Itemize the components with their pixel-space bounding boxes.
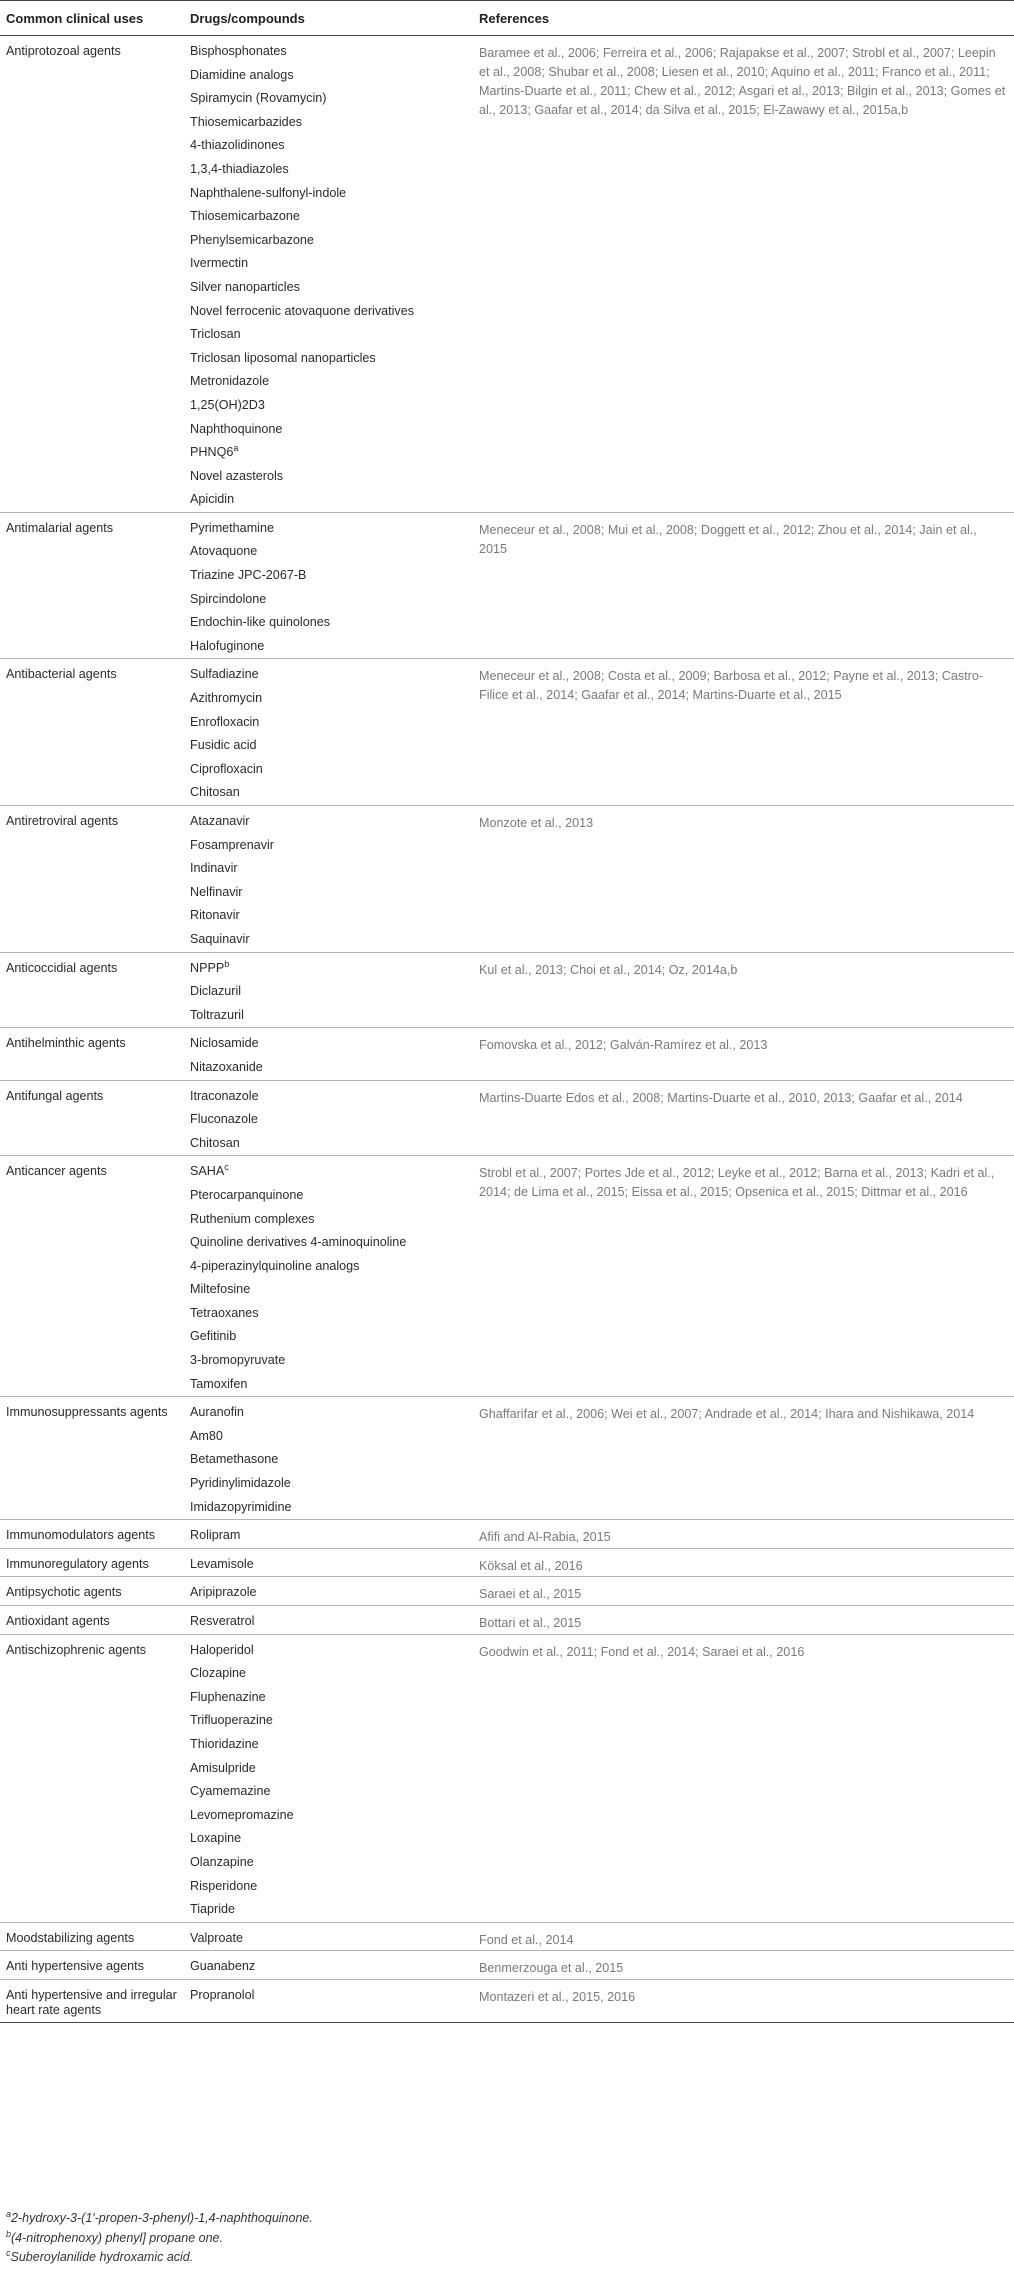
footnote-text: (4-nitrophenoxy) phenyl] propane one. [11,2230,223,2245]
drug-name: Toltrazuril [190,1007,244,1022]
drug-item [190,517,467,541]
footnote-mark: a [6,2208,12,2219]
drug-item [190,881,467,905]
references-cell: Kul et al., 2013; Choi et al., 2014; Oz, 2014a,b [473,952,1014,1028]
drug-name: Atazanavir [190,814,250,828]
drugs-cell [184,1080,473,1156]
clinical-use-cell: Anticancer agents [0,1156,184,1397]
drug-name: Amisulpride [190,1760,256,1775]
drug-item [190,1581,467,1605]
drug-name: Tamoxifen [190,1376,248,1391]
drug-name: Gefitinib [190,1329,237,1344]
header-drugs-compounds: Drugs/compounds [184,1,473,36]
drug-item [190,1851,467,1875]
drugs-cell [184,1634,473,1922]
drug-name: Fosamprenavir [190,837,274,852]
drug-item [190,758,467,782]
clinical-use-cell: Antihelminthic agents [0,1028,184,1080]
drug-item [190,928,467,952]
clinical-use-cell: Antipsychotic agents [0,1577,184,1606]
drug-item [190,87,467,111]
drug-name: Haloperidol [190,1642,254,1657]
drug-name: Resveratrol [190,1614,255,1628]
drug-name: Pterocarpanquinone [190,1187,304,1202]
drug-item [190,1686,467,1710]
drug-name: 4-thiazolidinones [190,138,285,153]
clinical-use-cell: Antischizophrenic agents [0,1634,184,1922]
table-row [0,1577,1014,1606]
drug-name: Spircindolone [190,591,267,606]
drug-name: Triclosan [190,327,241,342]
drug-item [190,323,467,347]
table-row [0,659,1014,806]
drugs-cell [184,36,473,513]
drug-name: Am80 [190,1428,223,1443]
clinical-use-cell: Anti hypertensive agents [0,1951,184,1980]
clinical-use-cell: Anti hypertensive and irregular heart rate agents [0,1979,184,2022]
references-cell: Köksal et al., 2016 [473,1548,1014,1577]
table-row [0,1606,1014,1635]
references-cell: Afifi and Al-Rabia, 2015 [473,1520,1014,1549]
drugs-cell [184,512,473,659]
table-row [0,1080,1014,1156]
footnote [6,2209,1006,2229]
drugs-cell [184,1577,473,1606]
drug-item [190,1184,467,1208]
drug-name: Azithromycin [190,691,263,706]
clinical-use-cell: Antiprotozoal agents [0,36,184,513]
drug-item [190,300,467,324]
drug-item [190,1085,467,1109]
drug-item [190,276,467,300]
clinical-use-cell: Antiretroviral agents [0,806,184,953]
drug-name: Thioridazine [190,1736,259,1751]
drugs-cell [184,1951,473,1980]
drug-name: Ruthenium complexes [190,1211,315,1226]
drug-item [190,441,467,465]
drug-item [190,1757,467,1781]
drug-name: Phenylsemicarbazone [190,232,314,247]
drug-name: Propranolol [190,1987,255,2002]
drug-item [190,252,467,276]
table-row [0,1520,1014,1549]
drug-item [190,1984,467,2008]
drug-name: Valproate [190,1930,243,1945]
drug-item [190,1448,467,1472]
drug-name: Pyrimethamine [190,520,274,535]
table-row [0,1979,1014,2022]
drug-name: Ivermectin [190,256,249,271]
drug-item [190,1875,467,1899]
drug-name: Apicidin [190,492,235,507]
drugs-cell [184,1922,473,1951]
drug-item [190,1733,467,1757]
drug-item [190,1553,467,1577]
drug-item [190,1132,467,1156]
drug-item [190,182,467,206]
drugs-cell [184,1397,473,1520]
drug-item [190,540,467,564]
drug-item [190,1004,467,1028]
drug-name: Enrofloxacin [190,714,260,729]
drug-item [190,687,467,711]
header-common-clinical-uses: Common clinical uses [0,1,184,36]
drug-item [190,158,467,182]
clinical-use-cell: Antimalarial agents [0,512,184,659]
drug-item [190,1032,467,1056]
table-row [0,512,1014,659]
drug-name: Itraconazole [190,1088,259,1103]
drug-item [190,1780,467,1804]
table-row [0,1951,1014,1980]
drug-name: Silver nanoparticles [190,279,300,294]
drug-name: 3-bromopyruvate [190,1353,286,1368]
drug-name: Nelfinavir [190,884,243,899]
drug-name: Imidazopyrimidine [190,1499,292,1514]
drug-name: Tetraoxanes [190,1305,259,1320]
table-header-row [0,1,1014,36]
drug-name: Auranofin [190,1405,244,1420]
drug-item [190,205,467,229]
drug-name: 1,25(OH)2D3 [190,397,265,412]
drug-item [190,1349,467,1373]
clinical-use-cell: Immunosuppressants agents [0,1397,184,1520]
references-cell: Fomovska et al., 2012; Galván-Ramírez et al., 2013 [473,1028,1014,1080]
drug-item [190,1401,467,1425]
clinical-use-cell: Immunomodulators agents [0,1520,184,1549]
drug-name: NPPP [190,960,225,975]
references-cell: Ghaffarifar et al., 2006; Wei et al., 2007; Andrade et al., 2014; Ihara and Nishikawa, 2014 [473,1397,1014,1520]
drug-item [190,957,467,981]
drug-item [190,611,467,635]
drug-name: Chitosan [190,785,240,800]
drug-item [190,488,467,512]
drug-name: Ciprofloxacin [190,761,263,776]
drug-item [190,834,467,858]
footnote-marker: c [224,1162,229,1173]
drug-item [190,1804,467,1828]
footnote [6,2229,1006,2249]
drug-name: Pyridinylimidazole [190,1476,291,1491]
drug-name: Betamethasone [190,1452,279,1467]
drug-item [190,1898,467,1922]
drugs-cell [184,1028,473,1080]
drug-name: Halofuginone [190,638,265,653]
drug-name: Triclosan liposomal nanoparticles [190,350,376,365]
drug-item [190,1278,467,1302]
clinical-use-cell: Moodstabilizing agents [0,1922,184,1951]
drug-name: Novel ferrocenic atovaquone derivatives [190,303,415,318]
drug-name: Levamisole [190,1556,254,1571]
header-references: References [473,1,1014,36]
drug-name: Chitosan [190,1135,240,1150]
drugs-cell [184,1520,473,1549]
references-cell: Bottari et al., 2015 [473,1606,1014,1635]
drug-name: Aripiprazole [190,1585,257,1600]
drug-name: Levomepromazine [190,1807,294,1822]
drug-item [190,588,467,612]
drug-name: Thiosemicarbazone [190,209,300,224]
drug-item [190,394,467,418]
references-cell: Montazeri et al., 2015, 2016 [473,1979,1014,2022]
footnote [6,2248,1006,2268]
drug-name: Trifluoperazine [190,1713,273,1728]
drug-item [190,1472,467,1496]
table-row [0,1922,1014,1951]
drug-name: Naphthalene-sulfonyl-indole [190,185,347,200]
clinical-use-cell: Anticoccidial agents [0,952,184,1028]
drug-item [190,1610,467,1634]
drug-name: Miltefosine [190,1282,251,1297]
drugs-cell [184,1979,473,2022]
footnote-marker: a [233,442,239,453]
drug-item [190,1639,467,1663]
drug-name: Bisphosphonates [190,44,287,58]
drug-item [190,370,467,394]
drug-name: Cyamemazine [190,1784,271,1799]
drug-name: Fluphenazine [190,1689,266,1704]
drug-item [190,465,467,489]
drug-item [190,1827,467,1851]
drug-name: Nitazoxanide [190,1059,263,1074]
drug-item [190,1108,467,1132]
table-body [0,36,1014,2023]
table-row [0,806,1014,953]
table-row [0,1548,1014,1577]
drug-item [190,64,467,88]
references-cell: Goodwin et al., 2011; Fond et al., 2014; Saraei et al., 2016 [473,1634,1014,1922]
drug-name: Quinoline derivatives 4-aminoquinoline [190,1235,407,1250]
drug-item [190,635,467,659]
drug-item [190,810,467,834]
references-cell: Saraei et al., 2015 [473,1577,1014,1606]
drug-item [190,111,467,135]
drug-name: Loxapine [190,1831,242,1846]
references-cell: Fond et al., 2014 [473,1922,1014,1951]
drug-item [190,229,467,253]
drug-name: Atovaquone [190,544,258,559]
drug-item [190,1496,467,1520]
drug-name: 4-piperazinylquinoline analogs [190,1258,360,1273]
references-cell: Martins-Duarte Edos et al., 2008; Martins-Duarte et al., 2010, 2013; Gaafar et al., 2014 [473,1080,1014,1156]
clinical-use-cell: Immunoregulatory agents [0,1548,184,1577]
drug-item [190,564,467,588]
drug-item [190,904,467,928]
drug-name: Triazine JPC-2067-B [190,568,307,583]
drug-name: Naphthoquinone [190,421,283,436]
references-cell: Benmerzouga et al., 2015 [473,1951,1014,1980]
drug-name: Risperidone [190,1878,258,1893]
drug-name: Olanzapine [190,1854,254,1869]
drugs-cell [184,952,473,1028]
drug-name: Niclosamide [190,1036,259,1051]
drug-item [190,418,467,442]
drug-name: Ritonavir [190,908,240,923]
drug-name: Diamidine analogs [190,67,294,82]
drug-name: SAHA [190,1164,225,1179]
drug-name: Tiapride [190,1902,236,1917]
table-row [0,36,1014,513]
drug-item [190,1325,467,1349]
footnote-mark: c [6,2247,11,2258]
references-cell: Strobl et al., 2007; Portes Jde et al., 2012; Leyke et al., 2012; Barna et al., 2013; Kadri et al., 2014; de Lima et al., 2015; Eissa et al., 2015; Opsenica et al., 2015; Dittmar et al., 2016 [473,1156,1014,1397]
drug-name: Guanabenz [190,1959,256,1974]
references-cell: Meneceur et al., 2008; Costa et al., 2009; Barbosa et al., 2012; Payne et al., 2013; Castro-Filice et al., 2014; Gaafar et al., 2014; Martins-Duarte et al., 2015 [473,659,1014,806]
drug-item [190,1927,467,1951]
drug-name: Diclazuril [190,984,242,999]
drug-name: Indinavir [190,861,238,876]
drug-item [190,711,467,735]
footnote-text: 2-hydroxy-3-(1′-propen-3-phenyl)-1,4-naphthoquinone. [11,2211,313,2225]
drug-item [190,1955,467,1979]
clinical-use-cell: Antibacterial agents [0,659,184,806]
clinical-use-cell: Antioxidant agents [0,1606,184,1635]
drug-item [190,1208,467,1232]
drug-name: Saquinavir [190,931,250,946]
drug-name: PHNQ6 [190,445,234,460]
drug-name: Fusidic acid [190,738,257,753]
drug-item [190,40,467,64]
table-row [0,1156,1014,1397]
drugs-cell [184,1606,473,1635]
drug-name: Clozapine [190,1666,247,1681]
drug-item [190,1160,467,1184]
drug-item [190,1255,467,1279]
drug-item [190,1373,467,1397]
drug-item [190,781,467,805]
drug-name: Novel azasterols [190,468,284,483]
drug-item [190,1662,467,1686]
drug-item [190,857,467,881]
drug-item [190,347,467,371]
drug-item [190,734,467,758]
drug-item [190,1425,467,1449]
clinical-use-cell: Antifungal agents [0,1080,184,1156]
table-row [0,1397,1014,1520]
drugs-cell [184,806,473,953]
drugs-cell [184,1548,473,1577]
drug-item [190,1056,467,1080]
drug-name: Thiosemicarbazides [190,114,302,129]
references-cell: Baramee et al., 2006; Ferreira et al., 2006; Rajapakse et al., 2007; Strobl et al., 2007; Leepin et al., 2008; Shubar et al., 2008; Liesen et al., 2010; Aquino et al., 2011; Franco et al., 2011; Martins-Duarte et al., 2011; Chew et al., 2012; Asgari et al., 2013; Bilgin et al., 2013; Gomes et al., 2013; Gaafar et al., 2014; da Silva et al., 2015; El-Zawawy et al., 2015a,b [473,36,1014,513]
drug-item [190,134,467,158]
drug-name: Spiramycin (Rovamycin) [190,91,327,106]
references-cell: Monzote et al., 2013 [473,806,1014,953]
table-row [0,1028,1014,1080]
drug-name: 1,3,4-thiadiazoles [190,161,289,176]
drugs-cell [184,659,473,806]
drug-item [190,1709,467,1733]
drug-name: Endochin-like quinolones [190,615,331,630]
drug-item [190,980,467,1004]
drug-name: Sulfadiazine [190,667,259,682]
table-row [0,952,1014,1028]
drug-item [190,1231,467,1255]
drug-item [190,1302,467,1326]
drug-name: Metronidazole [190,374,270,389]
footnote-mark: b [6,2228,12,2239]
footnote-marker: b [224,958,230,969]
drug-item [190,1524,467,1548]
drug-name: Fluconazole [190,1112,258,1127]
drug-name: Rolipram [190,1528,241,1543]
table-row [0,1634,1014,1922]
drugs-cell [184,1156,473,1397]
references-cell: Meneceur et al., 2008; Mui et al., 2008; Doggett et al., 2012; Zhou et al., 2014; Jain et al., 2015 [473,512,1014,659]
drug-item [190,663,467,687]
footnote-text: Suberoylanilide hydroxamic acid. [10,2250,194,2264]
table-footnotes [6,2209,1006,2268]
